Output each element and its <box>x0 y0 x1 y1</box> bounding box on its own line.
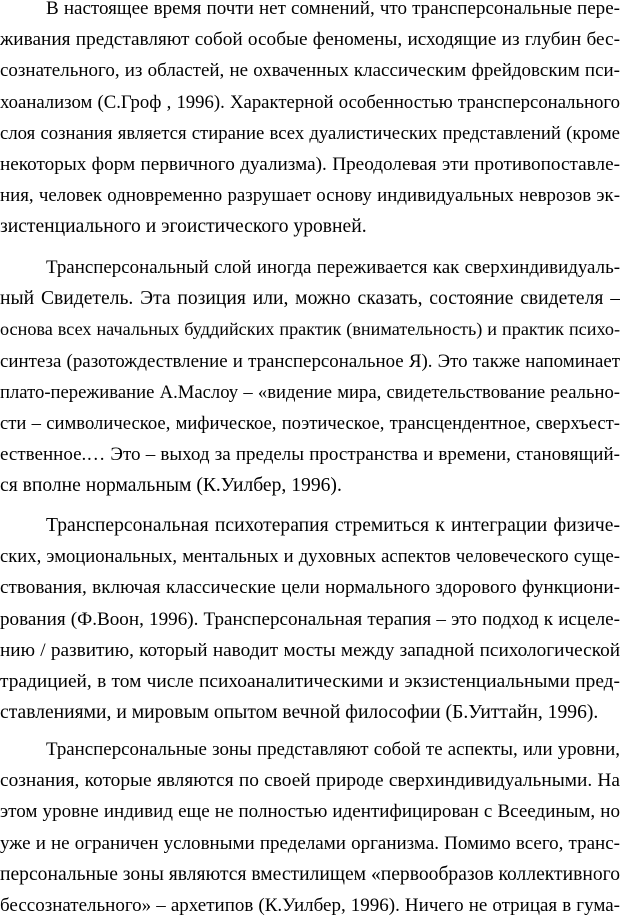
text-line: основа всех начальных буддийских практик (внимательность) и практик психо- <box>0 319 620 340</box>
text-line: персональные зоны являются вместилищем «первообразов коллективного <box>0 863 620 885</box>
text-line: сознательного, из областей, не охваченных классическим фрейдовским пси- <box>0 60 620 82</box>
text-line: некоторых форм первичного дуализма). Преодолевая эти противопоставле- <box>0 153 620 175</box>
text-line: В настоящее время почти нет сомнений, что трансперсональные пере- <box>46 0 620 19</box>
text-line: сознания, которые являются по своей природе сверхиндивидуальными. На <box>0 770 620 792</box>
text-line: бессознательного» – архетипов (К.Уилбер, 1996). Ничего не отрицая в гума- <box>0 894 620 916</box>
text-line: зистенциального и эгоистического уровней. <box>0 216 367 238</box>
text-line: сти – символическое, мифическое, поэтическое, трансцендентное, сверхъест- <box>0 412 620 434</box>
paragraph-3 <box>0 510 620 728</box>
paragraph-4 <box>0 734 620 918</box>
text-line: ный Свидетель. Эта позиция или, можно сказать, состояние свидетеля – <box>0 288 620 310</box>
text-line: рования (Ф.Воон, 1996). Трансперсональная терапия – это подход к исцеле- <box>0 608 620 630</box>
text-line: слоя сознания является стирание всех дуалистических представлений (кроме <box>0 122 620 144</box>
text-line: ставлениями, и мировым опытом вечной философии (Б.Уиттайн, 1996). <box>0 702 599 724</box>
text-line: ественное.… Это – выход за пределы пространства и времени, становящий- <box>0 444 620 466</box>
text-line: ся вполне нормальным (К.Уилбер, 1996). <box>0 475 342 497</box>
paragraph-1 <box>0 0 620 243</box>
text-line: уже и не ограничен условными пределами организма. Помимо всего, транс- <box>0 832 620 854</box>
text-line: Трансперсональный слой иногда переживается как сверхиндивидуаль- <box>46 257 620 278</box>
text-line: живания представляют собой особые феномены, исходящие из глубин бес- <box>0 29 620 51</box>
text-line: Трансперсональная психотерапия стремиться к интеграции физиче- <box>46 515 620 536</box>
text-line: ния, человек одновременно разрушает основу индивидуальных неврозов эк- <box>0 185 620 207</box>
paragraph-2 <box>0 252 620 502</box>
text-line: плато-переживание А.Маслоу – «видение мира, свидетельствование реально- <box>0 381 620 403</box>
text-line: традицией, в том числе психоаналитическими и экзистенциальными пред- <box>0 670 620 692</box>
text-line: хоанализом (С.Гроф , 1996). Характерной особенностью трансперсонального <box>0 91 620 113</box>
text-line: ских, эмоциональных, ментальных и духовных аспектов человеческого суще- <box>0 546 620 568</box>
text-line: Трансперсональные зоны представляют собой те аспекты, или уровни, <box>46 739 620 760</box>
text-line: ствования, включая классические цели нормального здорового функциони- <box>0 577 620 599</box>
text-line: этом уровне индивид еще не полностью идентифицирован с Всеединым, но <box>0 801 620 823</box>
text-line: синтеза (разотождествление и трансперсональное Я). Это также напоминает <box>0 350 620 372</box>
text-line: нию / развитию, который наводит мосты между западной психологической <box>0 639 620 661</box>
